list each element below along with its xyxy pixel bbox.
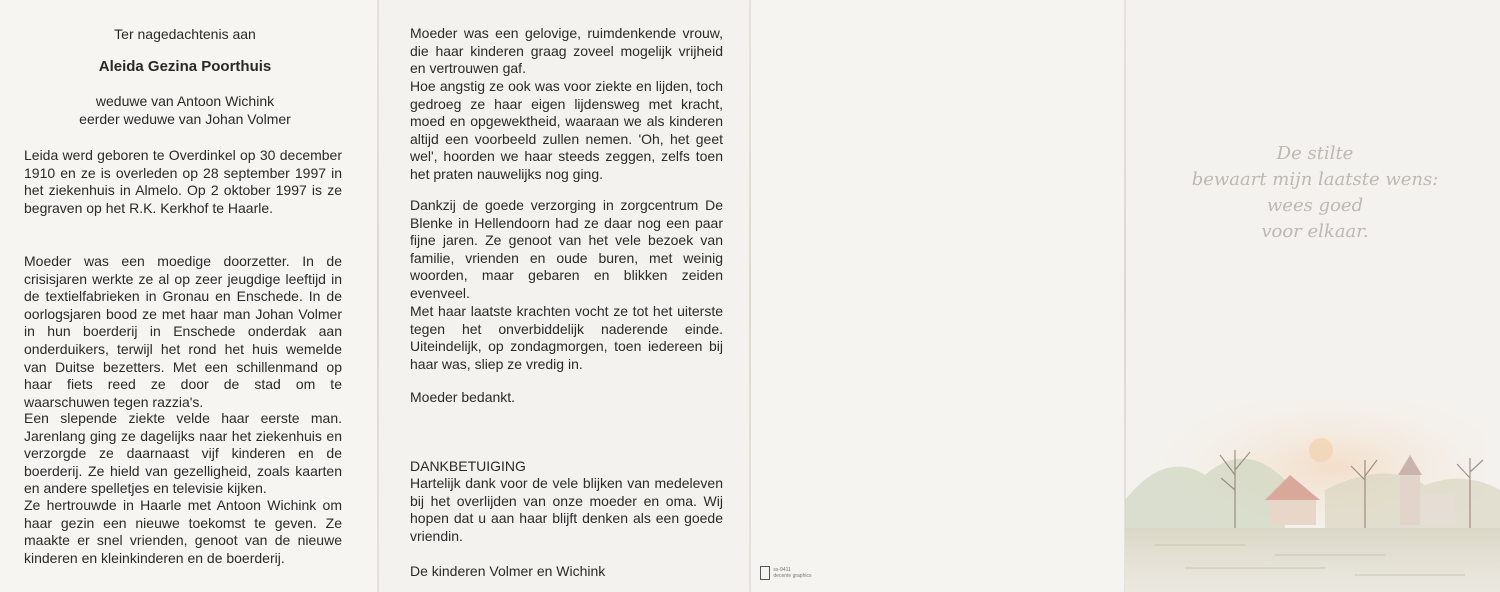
sun (1309, 438, 1333, 462)
paragraph-character: Moeder was een moedige doorzetter. In de crisisjaren werkte ze al op zeer jeugdige leeftijd in de textielfabrieken in Gronau en Enschede. In de oorlogsjaren bood ze met haar man Johan Volmer in hun boerderij in Enschede onderdak aan onderduikers, terwijl het rond het huis wemelde van Duitse bezetters. Met een schillenmand op haar fiets reed ze door de stad om te waarschuwen tegen razzia's. (24, 253, 342, 410)
signature: De kinderen Volmer en Wichink (410, 563, 606, 579)
publisher-code: ss-9411 (773, 567, 791, 573)
deceased-name: Aleida Gezina Poorthuis (98, 58, 272, 75)
widow-line-1: weduwe van Antoon Wichink (95, 93, 275, 109)
fold-line (377, 0, 379, 592)
dank-text: Hartelijk dank voor de vele blijken van medeleven bij het overlijden van onze moeder en oma. Wij hopen dat u aan haar blijft denken als een goede vriendin. (410, 475, 723, 544)
poem-line-3: wees goed (1266, 195, 1364, 216)
poem-line-2: bewaart mijn laatste wens: (1191, 169, 1439, 190)
paragraph-care: Dankzij de goede verzorging in zorgcentrum De Blenke in Hellendoorn had ze daar nog een paar fijne jaren. Ze genoot van het vele bezoek van familie, vrienden en oude buren, met weinig woorden, maar gebaren en blikken zeiden evenveel. (410, 197, 723, 301)
fold-line (749, 0, 751, 592)
paragraph-suffering: Hoe angstig ze ook was voor ziekte en lijden, toch gedroeg ze haar eigen lijdensweg met kracht, moed en opgewektheid, waaraan we als kinderen altijd een voorbeeld zullen nemen. 'Oh, het geet wel', hoorden we haar steeds zeggen, zelfs toen het praten nauwelijks nog ging. (410, 78, 723, 182)
thanks-mother: Moeder bedankt. (410, 389, 516, 405)
paragraph-passing: Met haar laatste krachten vocht ze tot het uiterste tegen het onverbiddelijk naderende einde. Uiteindelijk, op zondagmorgen, toen iedereen bij haar was, sliep ze vredig in. (410, 303, 723, 372)
paragraph-remarriage: Ze hertrouwde in Haarle met Antoon Wichink om haar gezin een nieuwe toekomst te geven. Ze maakte er snel vrienden, genoot van de nieuwe kinderen en kleinkinderen en de boerderij. (24, 497, 342, 566)
dank-heading: DANKBETUIGING (410, 458, 526, 474)
panel-blank-page (750, 0, 1125, 592)
intro-line: Ter nagedachtenis aan (114, 26, 256, 42)
poem-line-4: voor elkaar. (1261, 221, 1369, 242)
paragraph-faith: Moeder was een gelovige, ruimdenkende vrouw, die haar kinderen graag zoveel mogelijk vrijheid en vertrouwen gaf. (410, 25, 723, 77)
paragraph-illness: Een slepende ziekte velde haar eerste man. Jarenlang ging ze dagelijks naar het ziekenhuis en verzorgde ze daarnaast vijf kinderen en de boerderij. Ze hield van gezelligheid, zoals kaarten en andere spelletjes en televisie kijken. (24, 410, 342, 497)
widow-line-2: eerder weduwe van Johan Volmer (79, 111, 291, 127)
publisher-name: decente graphics (773, 573, 812, 579)
poem-line-1: De stilte (1276, 143, 1354, 164)
paragraph-birth: Leida werd geboren te Overdinkel op 30 december 1910 en ze is overleden op 28 september 1997 in het ziekenhuis in Almelo. Op 2 oktober 1997 is ze begraven op het R.K. Kerkhof te Haarle. (24, 147, 342, 216)
publisher-logo-icon (760, 566, 770, 580)
publisher-mark (760, 566, 811, 580)
water (1125, 528, 1500, 592)
landscape-illustration (1125, 380, 1500, 592)
